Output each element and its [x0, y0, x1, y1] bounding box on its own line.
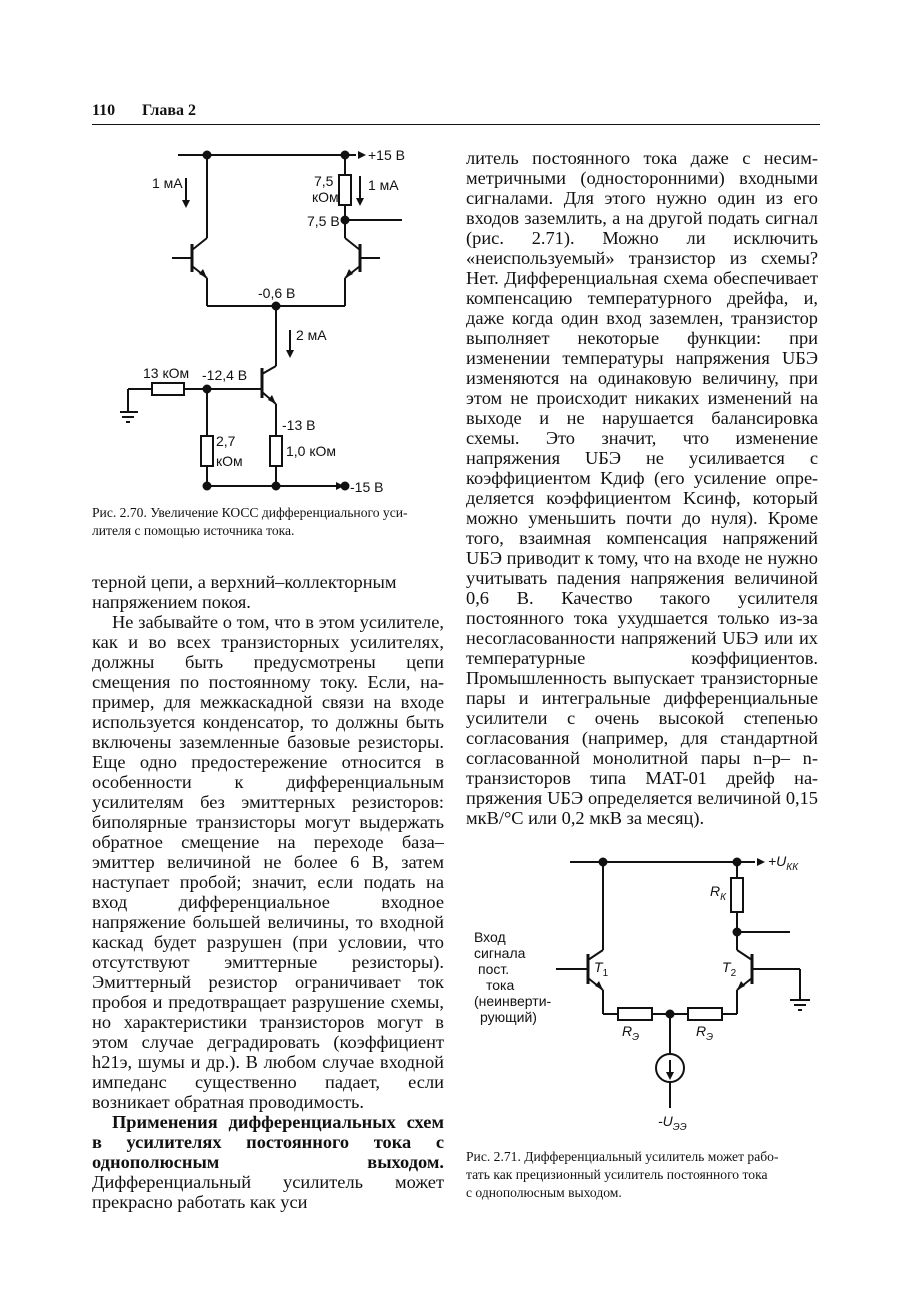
text-line: пряжения UБЭ определяется величиной [466, 788, 781, 808]
text-line: ля постоянного тока ухудшается только [466, 588, 818, 628]
text-line: с коэффициентом Kдиф (его усиление опре [466, 448, 818, 488]
figure-2-71-caption: Рис. 2.71. Дифференциальный усилитель может рабо- тать как прецизионный усилитель постоянного тока с однополюсным выходом. [466, 1149, 779, 1200]
svg-text:RЭ: $R_Э$ [622, 1023, 640, 1043]
svg-text:13 кОм: 13 кОм [143, 365, 190, 381]
running-header [92, 102, 820, 125]
text-line: можно уменьшить почти до нуля). Кроме [466, 508, 818, 528]
text-line: литель постоянного тока даже с несим [466, 148, 818, 168]
figure-2-70-circuit [120, 140, 410, 498]
svg-text:1 мА: 1 мА [368, 177, 399, 193]
page-number: 110 [92, 102, 116, 119]
right-column-text [466, 148, 818, 828]
svg-text:сигнала: сигнала [474, 945, 526, 961]
svg-text:7,5 В: 7,5 В [307, 213, 340, 229]
chapter-title: Глава 2 [142, 102, 196, 119]
svg-text:-13 В: -13 В [282, 417, 316, 433]
text-line: вает компенсацию температурного дрей [466, 268, 818, 308]
svg-text:тока: тока [486, 977, 515, 993]
text-line: ные пары и интегральные дифференциаль [466, 668, 818, 708]
text-line: величину, при этом не происходит ника [466, 368, 818, 408]
svg-text:-0,6 В: -0,6 В [258, 285, 296, 301]
svg-text:(неинверти-: (неинверти- [474, 993, 552, 1009]
text-line: транзистор выполняет некоторые функ [466, 308, 818, 348]
text-line: или их температурные коэффициентов. [466, 628, 818, 668]
paragraph-bias: Не забывайте о том, что в этом усилителе, как и во всех транзисторных усилителях, должны быть предусмотрены цепи смещения по постоянному току. Если, например, для межкаскадной связи на входе используется конденсатор, то должны быть включены заземленные базовые резисторы. Еще одно предостережение относится в особенности к дифференциальным усилителям без эмиттерных резисторов: биполярные транзисторы могут выдержать обратное смещение на переходе база–эмиттер величиной не более 6 В, затем наступает пробой; значит, если подать на вход дифференциальное входное напряжение большей величины, то входной каскад будет разрушен (при условии, что отсутствуют эмиттерные резисторы). Эмиттерный резистор ограничивает ток пробоя и предотвращает разрушение схемы, но характеристики транзисторов могут в этом случае деградировать (коэффициент h21э, шумы и др.). В любом случае входной импеданс существенно падает, если возникает обратная проводимость. [92, 612, 444, 1112]
text-line: ких изменений на выходе и не нарушается [466, 388, 818, 428]
svg-text:Вход: Вход [474, 929, 506, 945]
svg-text:-15 В: -15 В [350, 479, 384, 495]
text-line: жения UБЭ изменяются на одинаковую [466, 348, 818, 388]
svg-text:+UКК: $+U_{КК}$ [768, 853, 799, 873]
svg-text:T1: $T_1$ [594, 959, 609, 979]
svg-text:кОм: кОм [312, 189, 339, 205]
text-line: сигнал (рис. 2.71). Можно ли исключить [466, 208, 818, 248]
svg-text:RК: $R_К$ [710, 883, 727, 903]
text-line: UБЭ приводит к тому, что на входе не [466, 548, 763, 568]
text-line: ции: при изменении температуры напря [466, 328, 818, 368]
svg-text:-UЭЭ: $-U_{ЭЭ}$ [658, 1113, 687, 1133]
text-line: согласованной монолитной пары n–p– [466, 748, 790, 768]
svg-text:1,0 кОм: 1,0 кОм [286, 443, 336, 459]
svg-text:7,5: 7,5 [314, 173, 334, 189]
left-column-text: терной цепи, а верхний–коллекторным напряжением покоя. Не забывайте о том, что в этом усилителе, как и во всех транзисторных усилителях, должны быть предусмотрены цепи смещения по постоянному току. Если, например, для межкаскадной связи на входе используется конденсатор, то должны быть включены заземленные базовые резисторы. Еще одно предостережение относится в особенности к дифференциальным усилителям без эмиттерных резисторов: биполярные транзисторы могут выдержать обратное смещение на переходе база–эмиттер величиной не более 6 В, затем наступает пробой; значит, если подать на вход дифференциальное входное напряжение большей величины, то входной каскад будет разрушен (при условии, что отсутствуют эмиттерные резисторы). Эмиттерный резистор ограничивает ток пробоя и предотвращает разрушение схемы, но характеристики транзисторов могут в этом случае деградировать (коэффициент h21э, шумы и др.). В любом случае входной импеданс существенно падает, если возникает обратная проводимость. Применения дифференциальных схем в усилителях постоянного тока с однополюсным выходом. Дифференциальный усилитель может прекрасно работать как уси [92, 572, 444, 1212]
text-line: метричными (односторонними) входны [466, 168, 797, 188]
svg-text:RЭ: $R_Э$ [696, 1023, 714, 1043]
svg-text:-12,4 В: -12,4 В [202, 367, 248, 383]
text-line: деляется коэффициентом Kсинф, который [466, 488, 818, 508]
svg-text:1 мА: 1 мА [152, 175, 183, 191]
svg-text:кОм: кОм [216, 453, 243, 469]
text-line: n-транзисторов типа MAT-01 дрейф на [466, 748, 818, 788]
paragraph-applications: Применения дифференциальных схем в усилителях постоянного тока с однополюсным выходом. Дифференциальный усилитель может прекрасно работать как уси [92, 1112, 444, 1212]
text-line: нужно учитывать падения напряжения ве [466, 548, 818, 588]
figure-2-70-caption: Рис. 2.70. Увеличение КОСС дифференциального уси- лителя с помощью источника тока. [92, 505, 408, 538]
text-line: личиной 0,6 В. Качество такого усилите [466, 568, 818, 608]
svg-text:2 мА: 2 мА [296, 327, 327, 343]
text-line: Промышленность выпускает транзистор [466, 668, 788, 688]
text-line: согласования (например, для стандартной [466, 728, 818, 748]
section-heading: Применения дифференциальных схем в усилителях постоянного тока с однополюсным выходом. [92, 1112, 444, 1172]
paragraph-continued [466, 148, 818, 828]
text-line: Нет. Дифференциальная схема обеспечи [466, 268, 786, 288]
svg-text:рующий): рующий) [480, 1009, 537, 1025]
text-line: ми сигналами. Для этого нужно один из [466, 168, 818, 208]
text-line: балансировка схемы. Это значит, что [466, 408, 818, 448]
text-line: «неиспользуемый» транзистор из схемы? [466, 248, 818, 268]
svg-text:+15 В: +15 В [368, 147, 405, 163]
svg-text:T2: $T_2$ [722, 959, 737, 979]
svg-text:пост.: пост. [478, 961, 510, 977]
text-line: фа, и, даже когда один вход заземлен, [466, 288, 819, 328]
text-line: его входов заземлить, а на другой подать [466, 188, 818, 228]
text-line: 0,15 мкВ/°С или 0,2 мкВ за месяц). [466, 788, 818, 828]
figure-2-71-circuit [470, 848, 815, 1140]
text-line: из-за несогласованности напряжений UБЭ [466, 608, 818, 648]
text-line: ные усилители с очень высокой степенью [466, 688, 818, 728]
text-line: того, взаимная компенсация напряжений [466, 528, 818, 548]
text-line: изменение напряжения UБЭ не усиливается [466, 428, 818, 468]
svg-text:2,7: 2,7 [216, 433, 236, 449]
